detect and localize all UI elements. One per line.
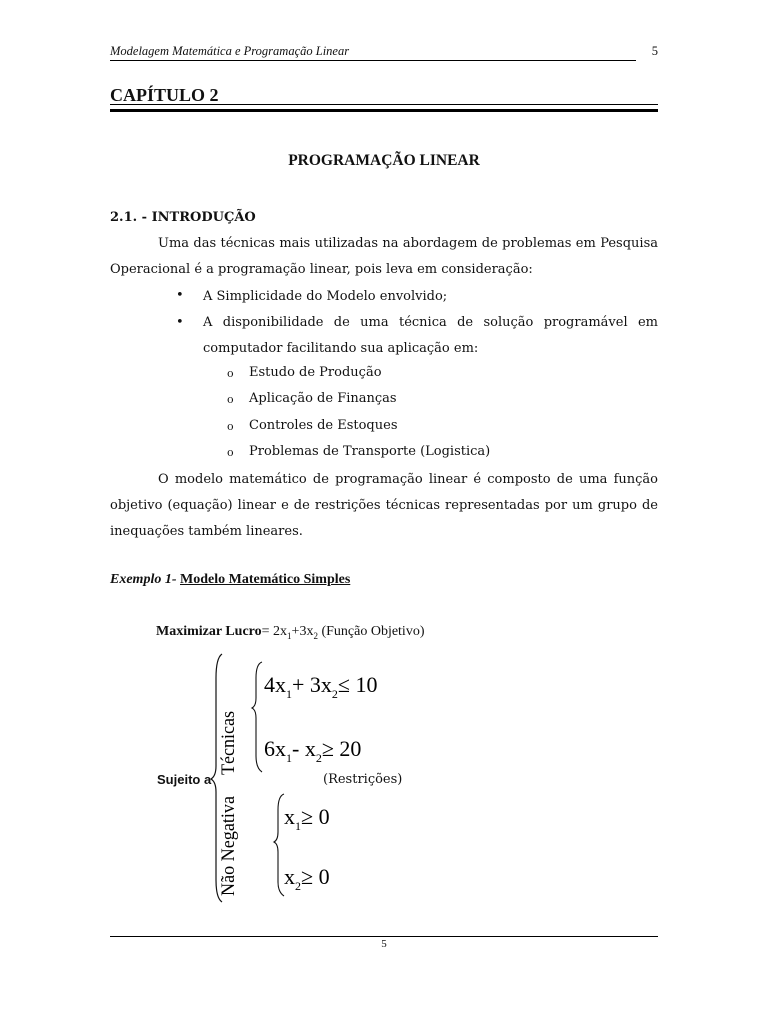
intro-line-2: Operacional é a programação linear, pois leva em consideração: — [110, 262, 533, 277]
sub-item-3: Controles de Estoques — [249, 418, 398, 433]
constraint-3: $x_1\ge 0$ — [284, 804, 330, 833]
sub-item-1: Estudo de Produção — [249, 365, 382, 380]
sub-marker: o — [227, 393, 234, 406]
nonneg-brace — [274, 794, 284, 896]
model-line-2: objetivo (equação) linear e de restrições técnicas representadas por um grupo de — [110, 498, 658, 513]
header-rule — [110, 60, 636, 61]
page-header — [110, 44, 658, 60]
constraint-2: $6x_1-$ $x_2\ge 20$ — [264, 736, 362, 765]
technical-brace — [252, 662, 262, 772]
objective-function — [156, 624, 424, 641]
sub-marker: o — [227, 367, 234, 380]
bullet-item-2-line-2: computador facilitando sua aplicação em: — [203, 341, 479, 356]
header-page-number: 5 — [651, 44, 658, 58]
objective-plus: +3x — [291, 624, 314, 639]
nonneg-label: Não Negativa — [218, 791, 239, 896]
bullet-marker: • — [176, 288, 184, 303]
header-title: Modelagem Matemática e Programação Linear — [110, 44, 350, 58]
intro-paragraph — [110, 231, 658, 283]
section-heading: 2.1. - INTRODUÇÃO — [110, 210, 256, 225]
bullet-item-2 — [203, 310, 658, 362]
objective-sub-1: 1 — [287, 630, 292, 641]
example-title: Modelo Matemático Simples — [180, 572, 351, 587]
chapter-rule — [110, 104, 658, 112]
subject-to-label: Sujeito a — [157, 772, 212, 787]
technical-label: Técnicas — [218, 707, 239, 775]
restrictions-note: (Restrições) — [323, 772, 403, 787]
objective-sub-2: 2 — [313, 630, 318, 641]
objective-eq: = 2x — [261, 624, 288, 639]
constraint-1: $4x_1+ 3x_2\le 10$ — [264, 672, 378, 701]
chapter-heading: CAPÍTULO 2 — [110, 85, 219, 105]
bullet-item-1: A Simplicidade do Modelo envolvido; — [203, 289, 448, 304]
model-paragraph — [110, 467, 658, 545]
example-heading — [110, 572, 350, 588]
model-line-1: O modelo matemático de programação linear é composto de uma função — [158, 472, 658, 487]
constraint-4: $x_2\ge 0$ — [284, 864, 330, 893]
sub-item-4: Problemas de Transporte (Logistica) — [249, 444, 491, 459]
example-number: Exemplo 1- — [110, 572, 177, 587]
footer-page-number: 5 — [381, 938, 387, 950]
footer-rule — [110, 936, 658, 937]
objective-note: (Função Objetivo) — [321, 624, 425, 639]
bullet-item-2-line-1: A disponibilidade de uma técnica de solução programável em — [203, 315, 658, 330]
objective-label: Maximizar Lucro — [156, 624, 262, 639]
sub-marker: o — [227, 446, 234, 459]
model-line-3: inequações também lineares. — [110, 524, 303, 539]
bullet-marker: • — [176, 315, 184, 330]
page-title: PROGRAMAÇÃO LINEAR — [288, 152, 480, 169]
intro-line-1: Uma das técnicas mais utilizadas na abordagem de problemas em Pesquisa — [158, 236, 658, 251]
sub-item-2: Aplicação de Finanças — [249, 391, 397, 406]
sub-marker: o — [227, 420, 234, 433]
